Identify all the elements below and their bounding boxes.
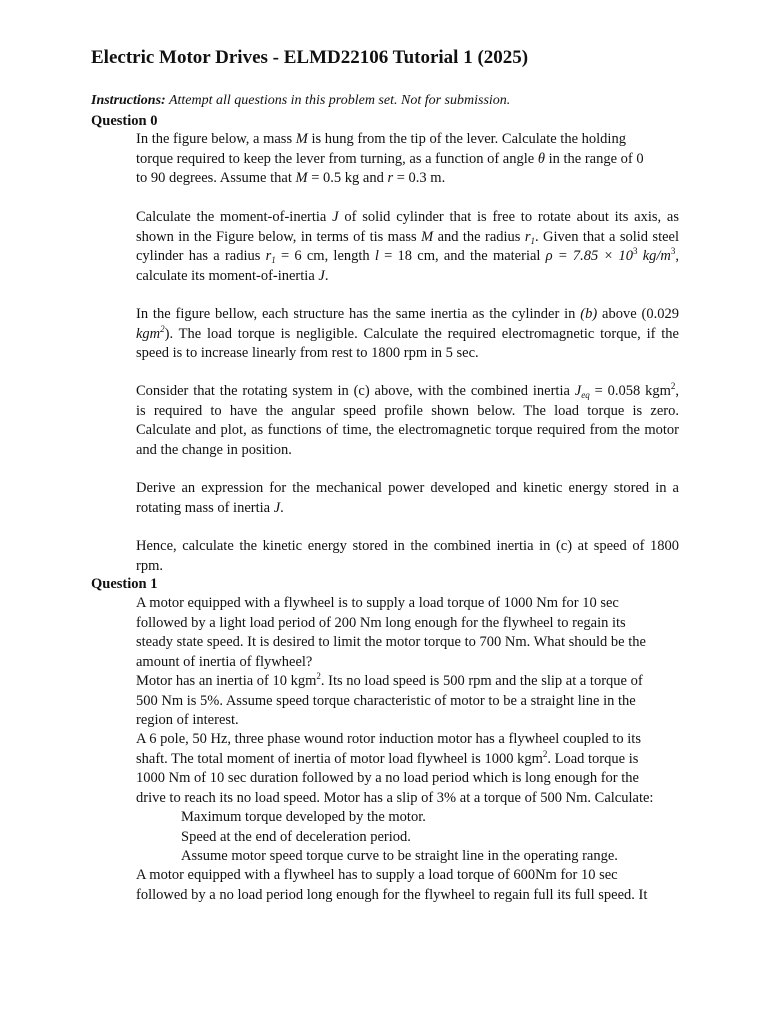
instructions (91, 93, 510, 109)
q0-part-f: Hence, calculate the kinetic energy stored in the combined inertia in (c) at speed of 1800 rpm. (136, 538, 679, 574)
question-0-heading: Question 0 (91, 113, 158, 129)
list-item: Maximum torque developed by the motor. (181, 809, 426, 825)
question-1-heading: Question 1 (91, 576, 158, 592)
q1-part-a: A motor equipped with a flywheel is to supply a load torque of 1000 Nm for 10 sec followed by a light load period of 200 Nm long enough for the flywheel to regain its steady state speed. It is desired to limit the motor torque to 700 Nm. What should be the amount of inertia of flywheel? Motor has an inertia of 10 kgm$^2$. Its no load speed is 500 rpm and the slip at a torque of 500 Nm is 5%. Assume speed torque characteristic of motor to be a straight line in the region of interest. (136, 595, 646, 728)
q0-part-d: Consider that the rotating system in (c) above, with the combined inertia $J_{eq} = 0.058$ kgm$^2$, is required to have the angular speed profile shown below. The load torque is zero. Calculate and plot, as functions of time, the electromagnetic torque required from the motor and the change in position. (136, 381, 679, 458)
document-title: Electric Motor Drives - ELMD22106 Tutorial 1 (2025) (91, 47, 529, 68)
list-item: Speed at the end of deceleration period. (181, 828, 411, 845)
list-item: Assume motor speed torque curve to be straight line in the operating range. (181, 848, 618, 864)
q0-part-b: Calculate the moment-of-inertia J of solid cylinder that is free to rotate about its axis, as shown in the Figure below, in terms of tis mass M and the radius $r_1$. Given that a solid steel cylinder has a radius $r_1 = 6$ cm, length l = 18 cm, and the material $\rho = 7.85 \times 10^3$ $kg/m^3$, calculate its moment-of-inertia J. (136, 209, 680, 284)
instructions-text: Attempt all questions in this problem set. Not for submission. (165, 93, 511, 108)
q0-part-e: Derive an expression for the mechanical power developed and kinetic energy stored in a rotating mass of inertia J. (136, 480, 679, 516)
q1-part-b: A 6 pole, 50 Hz, three phase wound rotor induction motor has a flywheel coupled to its shaft. The total moment of inertia of motor load flywheel is 1000 kgm$^2$. Load torque is 1000 Nm of 10 sec duration followed by a no load period which is long enough for the drive to reach its no load speed. Motor has a slip of 3% at a torque of 500 Nm. Calculate: (136, 731, 654, 806)
instructions-label: Instructions: (91, 93, 166, 108)
q0-part-a: In the figure below, a mass M is hung from the tip of the lever. Calculate the holding torque required to keep the lever from turning, as a function of angle θ in the range of 0 to 90 degrees. Assume that M = 0.5 kg and r = 0.3 m. (136, 131, 644, 186)
q1-part-c: A motor equipped with a flywheel has to supply a load torque of 600Nm for 10 sec followed by a no load period long enough for the flywheel to regain full its full speed. It (136, 867, 648, 903)
q1-part-b-items (181, 808, 681, 867)
q0-part-c: In the figure bellow, each structure has the same inertia as the cylinder in (b) above (0.029 kgm$^2$). The load torque is negligible. Calculate the required electromagnetic torque, if the speed is to increase linearly from rest to 1800 rpm in 5 sec. (136, 306, 679, 361)
